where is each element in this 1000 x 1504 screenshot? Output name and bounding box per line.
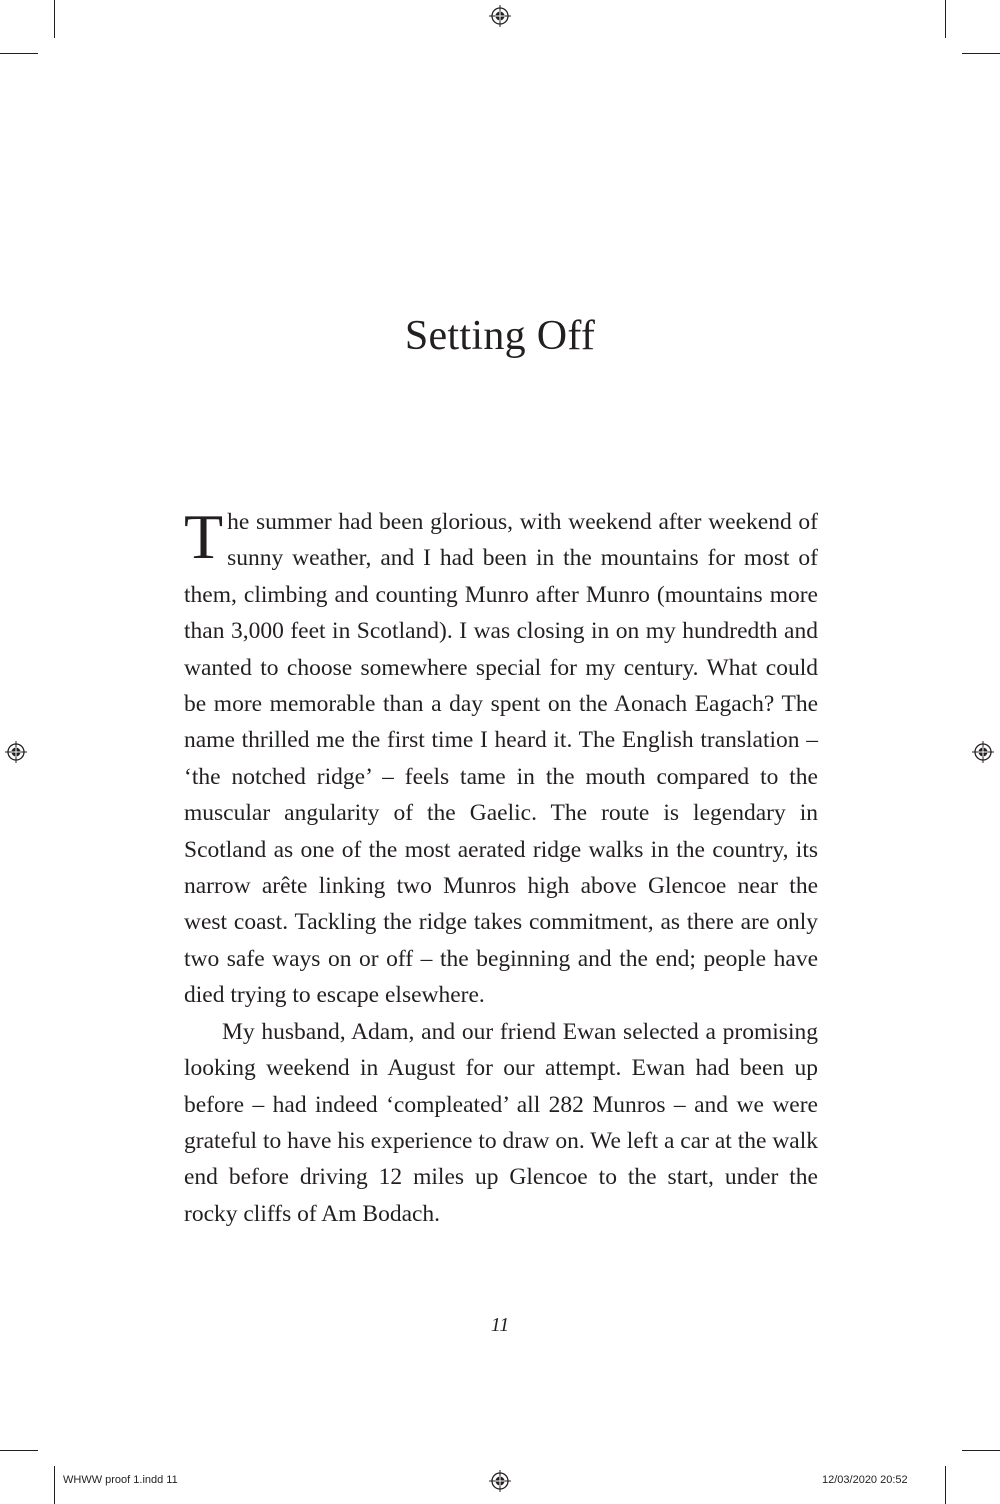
registration-mark-top-icon — [489, 5, 511, 27]
crop-mark-top-right-h — [962, 53, 1000, 54]
paragraph-1-text: he summer had been glorious, with weekend after weekend of sunny weather, and I had been in the mountains for most of them, climbing and counting Munro after Munro (mountains more than 3,000 feet in Scotland). I was closing in on my hundredth and wanted to choose somewhere special for my century. What could be more memorable than a day spent on the Aonach Eagach? The name thrilled me the first time I heard it. The English translation – ‘the notched ridge’ – feels tame in the mouth compared to the muscular angularity of the Gaelic. The route is legendary in Scotland as one of the most aerated ridge walks in the country, its narrow arête linking two Munros high above Glencoe near the west coast. Tackling the ridge takes commitment, as there are only two safe ways on or off – the beginning and the end; people have died trying to escape elsewhere. — [184, 509, 818, 1009]
crop-mark-bottom-left-h — [0, 1450, 38, 1451]
crop-mark-top-left — [54, 0, 55, 38]
slug-file-name: WHWW proof 1.indd 11 — [63, 1474, 178, 1486]
crop-mark-top-left-h — [0, 53, 38, 54]
registration-mark-left-icon — [5, 741, 27, 763]
crop-mark-bottom-left — [54, 1466, 55, 1504]
slug-timestamp: 12/03/2020 20:52 — [822, 1474, 908, 1486]
crop-mark-top-right — [945, 0, 946, 38]
drop-cap: T — [184, 501, 224, 572]
crop-mark-bottom-right — [945, 1466, 946, 1504]
crop-mark-bottom-right-h — [962, 1450, 1000, 1451]
registration-mark-bottom-icon — [489, 1470, 511, 1492]
paragraph-2: My husband, Adam, and our friend Ewan selected a promising looking weekend in August for our attempt. Ewan had been up before – had indeed ‘compleated’ all 282 Munros – and we were grateful to have his experience to draw on. We left a car at the walk end before driving 12 miles up Glencoe to the start, under the rocky cliffs of Am Bodach. — [184, 1018, 818, 1227]
body-text — [184, 501, 818, 1232]
paragraph-1 — [184, 501, 818, 1014]
chapter-title: Setting Off — [404, 313, 596, 359]
page-number: 11 — [490, 1314, 510, 1336]
registration-mark-right-icon — [972, 741, 994, 763]
